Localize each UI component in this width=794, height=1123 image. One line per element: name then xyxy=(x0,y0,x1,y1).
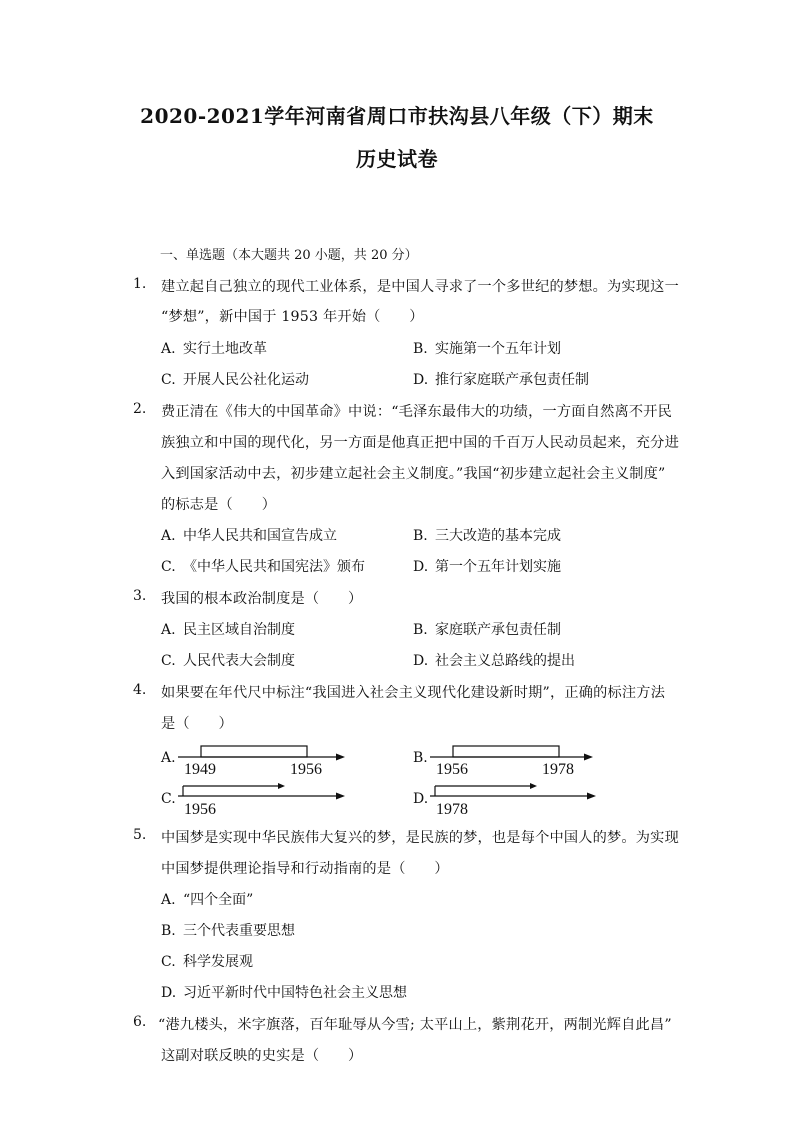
timeline-start-label: 1949 xyxy=(184,761,216,778)
timeline-start-label: 1956 xyxy=(436,761,468,778)
question-text: 这副对联反映的史实是（ ） xyxy=(161,1048,363,1064)
question-text: 是（ ） xyxy=(161,716,233,732)
option-a[interactable] xyxy=(161,525,337,545)
timeline-start-label: 1978 xyxy=(436,801,468,818)
question-text: 中国梦是实现中华民族伟大复兴的梦，是民族的梦，也是每个中国人的梦。为实现 xyxy=(161,830,679,846)
option-text: 人民代表大会制度 xyxy=(183,653,295,669)
option-letter: C. xyxy=(161,559,176,575)
option-letter: A. xyxy=(161,892,176,908)
option-d[interactable] xyxy=(413,650,575,670)
question-text: “港九楼头，米字旗落，百年耻辱从今雪; 太平山上，紫荆花开，两制光辉自此昌” xyxy=(158,1017,672,1033)
option-letter: C. xyxy=(161,653,176,669)
option-letter: D. xyxy=(413,653,429,669)
option-b-letter[interactable]: B. xyxy=(413,750,428,766)
option-text: 民主区域自治制度 xyxy=(183,622,295,638)
timeline-end-label: 1978 xyxy=(542,761,574,778)
timeline-option-c[interactable] xyxy=(178,783,353,819)
option-text: 家庭联产承包责任制 xyxy=(435,622,561,638)
question-text: 费正清在《伟大的中国革命》中说：“毛泽东最伟大的功绩，一方面自然离不开民 xyxy=(161,404,673,420)
timeline-option-d[interactable] xyxy=(430,783,605,819)
option-text: 科学发展观 xyxy=(183,954,253,970)
option-c[interactable] xyxy=(161,951,253,971)
option-c-letter[interactable]: C. xyxy=(161,791,176,807)
option-letter: D. xyxy=(413,372,429,388)
question-text: 族独立和中国的现代化，另一方面是他真正把中国的千百万人民动员起来，充分进 xyxy=(161,435,679,451)
option-c[interactable] xyxy=(161,650,295,670)
timeline-option-a[interactable] xyxy=(178,740,353,780)
option-letter: A. xyxy=(161,341,176,357)
option-letter: B. xyxy=(161,923,176,939)
option-a-letter[interactable]: A. xyxy=(161,750,176,766)
option-a[interactable] xyxy=(161,619,295,639)
option-letter: A. xyxy=(161,622,176,638)
question-number: 4. xyxy=(133,682,147,698)
question-text: 中国梦提供理论指导和行动指南的是（ ） xyxy=(161,861,449,877)
question-text: “梦想”，新中国于 1953 年开始（ ） xyxy=(161,309,424,325)
option-text: 推行家庭联产承包责任制 xyxy=(435,372,589,388)
option-d[interactable] xyxy=(413,369,589,389)
option-text: 三大改造的基本完成 xyxy=(435,528,561,544)
option-letter: A. xyxy=(161,528,176,544)
option-c[interactable] xyxy=(161,369,309,389)
page-title-line1: 2020-2021学年河南省周口市扶沟县八年级（下）期末 xyxy=(140,104,654,128)
option-b[interactable] xyxy=(413,525,561,545)
question-number: 5. xyxy=(133,827,147,843)
page-title-line2: 历史试卷 xyxy=(356,147,438,171)
question-text: 如果要在年代尺中标注“我国进入社会主义现代化建设新时期”，正确的标注方法 xyxy=(161,685,666,701)
question-number: 1. xyxy=(133,276,147,292)
option-letter: B. xyxy=(413,528,428,544)
option-letter: B. xyxy=(413,622,428,638)
option-b[interactable] xyxy=(161,920,295,940)
option-d[interactable] xyxy=(413,556,561,576)
question-text: 的标志是（ ） xyxy=(161,497,277,513)
option-b[interactable] xyxy=(413,338,561,358)
option-a[interactable] xyxy=(161,338,267,358)
option-text: 开展人民公社化运动 xyxy=(183,372,309,388)
option-text: “四个全面” xyxy=(183,892,254,908)
question-number: 6. xyxy=(133,1014,147,1030)
option-d-letter[interactable]: D. xyxy=(413,791,429,807)
option-b[interactable] xyxy=(413,619,561,639)
timeline-end-label: 1956 xyxy=(290,761,322,778)
section-header: 一、单选题（本大题共 20 小题，共 20 分） xyxy=(160,248,418,263)
question-text: 入到国家活动中去，初步建立起社会主义制度。”我国“初步建立起社会主义制度” xyxy=(161,466,666,482)
option-a[interactable] xyxy=(161,889,253,909)
question-number: 2. xyxy=(133,401,147,417)
option-letter: C. xyxy=(161,372,176,388)
question-text: 我国的根本政治制度是（ ） xyxy=(161,591,363,607)
timeline-option-b[interactable] xyxy=(430,740,605,780)
option-letter: C. xyxy=(161,954,176,970)
option-text: 实施第一个五年计划 xyxy=(435,341,561,357)
option-text: 《中华人民共和国宪法》颁布 xyxy=(183,559,365,575)
option-c[interactable] xyxy=(161,556,365,576)
option-text: 实行土地改革 xyxy=(183,341,267,357)
option-d[interactable] xyxy=(161,982,407,1002)
option-text: 社会主义总路线的提出 xyxy=(435,653,575,669)
option-text: 第一个五年计划实施 xyxy=(435,559,561,575)
option-letter: D. xyxy=(161,985,177,1001)
option-text: 中华人民共和国宣告成立 xyxy=(183,528,337,544)
question-text: 建立起自己独立的现代工业体系，是中国人寻求了一个多世纪的梦想。为实现这一 xyxy=(161,279,679,295)
option-letter: B. xyxy=(413,341,428,357)
option-text: 三个代表重要思想 xyxy=(183,923,295,939)
option-text: 习近平新时代中国特色社会主义思想 xyxy=(183,985,407,1001)
timeline-start-label: 1956 xyxy=(184,801,216,818)
question-number: 3. xyxy=(133,588,147,604)
option-letter: D. xyxy=(413,559,429,575)
